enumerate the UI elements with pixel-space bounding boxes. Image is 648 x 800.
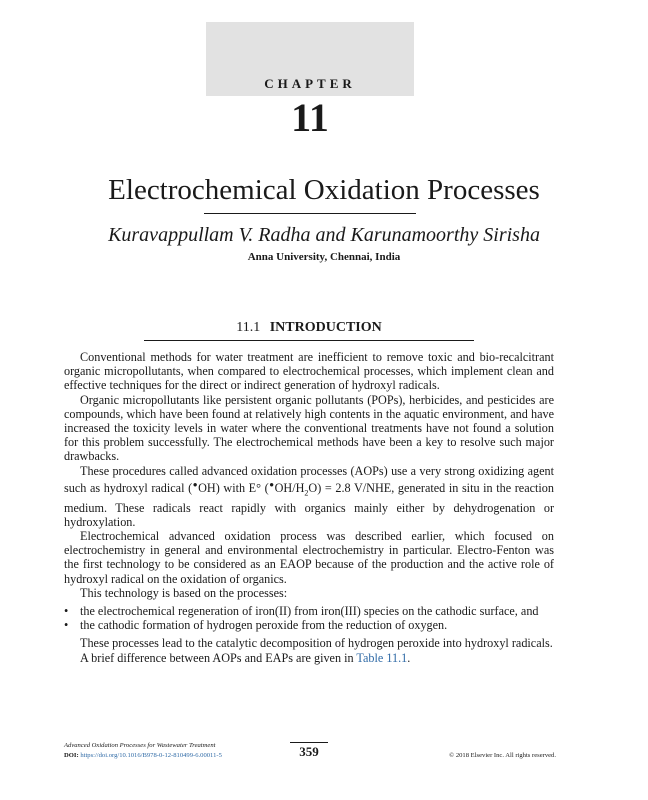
footer-citation [64,741,222,761]
list-item [64,618,554,632]
p3-text-b: OH) with E° ( [198,480,269,495]
bullet-icon: • [64,618,69,633]
section-rule [144,340,474,341]
paragraph-6: These processes lead to the catalytic decomposition of hydrogen peroxide into hydroxyl radicals. [80,636,553,651]
paragraph-7 [64,651,554,665]
paragraph-2: Organic micropollutants like persistent organic pollutants (POPs), herbicides, and pesticides are compounds, which have been found at relatively high contents in the aquatic environment, and have increased the toxicity levels in water where the conventional treatments have not found a solution for this problem successfully. The electrochemical methods have been a key to resolve such major drawbacks. [64,392,554,464]
section-number: 11.1 [236,320,261,335]
authors: Kuravappullam V. Radha and Karunamoorthy Sirisha [108,224,540,246]
section-heading [144,318,474,338]
affiliation: Anna University, Chennai, India [247,251,401,263]
doi-link[interactable]: https://doi.org/10.1016/B978-0-12-810499-6.00011-5 [80,752,222,759]
chapter-number: 11 [291,95,329,140]
chapter-title: Electrochemical Oxidation Processes [108,174,540,206]
p3-text-e: O) = 2.8 V/NHE, generated in situ in the reaction medium. These radicals react rapidly with organics mainly either by dehydrogenation or hydroxylation. [64,480,554,529]
radical-dot: ● [192,479,199,489]
chapter-label: CHAPTER [264,76,356,91]
page-number-rule [290,742,328,743]
paragraph-4: Electrochemical advanced oxidation process was described earlier, which focused on electrochemistry in general and environmental electrochemistry in particular. Electro-Fenton was the first technology to be considered as an EAOP because of the production and the active role of hydroxyl radical on the oxidation of organics. [64,528,554,586]
doi-line [64,751,222,761]
page-number: 359 [299,744,319,759]
list-item [64,604,554,618]
doi-label: DOI: [64,752,81,759]
body-text [64,350,554,665]
process-list [64,604,554,632]
p3-text-c: OH/H [274,480,305,495]
title-rule [204,213,416,214]
p3-subscript: 2 [304,488,309,498]
list-item-text: the electrochemical regeneration of iron(II) from iron(III) species on the cathodic surface, and [80,603,539,618]
section-title: INTRODUCTION [269,320,382,335]
p7-period: . [407,650,411,665]
list-item-text: the cathodic formation of hydrogen peroxide from the reduction of oxygen. [80,618,448,633]
p7-text: A brief difference between AOPs and EAPs are given in [80,650,357,665]
bullet-icon: • [64,603,69,618]
table-reference-link[interactable]: Table 11.1 [356,650,408,665]
paragraph-1: Conventional methods for water treatment are inefficient to remove toxic and bio-recalcitrant organic micropollutants, when compared to electrochemical processes, which implement clean and effective techniques for the direct or indirect generation of hydroxyl radicals. [64,350,554,393]
radical-dot: ● [268,479,275,489]
paragraph-5: This technology is based on the processes: [80,585,288,600]
p3-text-a: These procedures called advanced oxidation processes (AOPs) use a very strong oxidizing agent such as hydroxyl radical ( [64,463,554,495]
paragraph-3 [64,464,554,529]
book-title: Advanced Oxidation Processes for Wastewater Treatment [64,742,216,749]
copyright: © 2018 Elsevier Inc. All rights reserved. [449,752,556,759]
